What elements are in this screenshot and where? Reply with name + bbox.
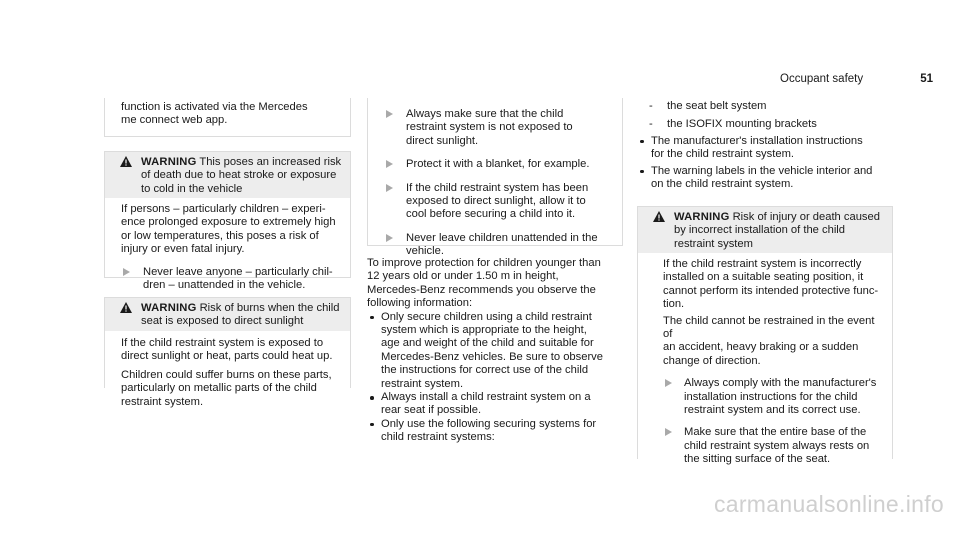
text-line: function is activated via the Mercedes (121, 101, 308, 113)
warning-title: of death due to heat stroke or exposure (141, 169, 337, 182)
text-line: direct sunlight. (406, 134, 479, 147)
text-line: or low temperatures, this poses a risk of (121, 229, 319, 242)
text-line: Always make sure that the child (406, 108, 564, 120)
instruction-item (638, 426, 892, 466)
text-line: child restraint system always rests on (684, 439, 870, 452)
warning-triangle-icon (653, 211, 665, 222)
text-line: restraint system. (121, 395, 204, 408)
text-line: installation instructions for the child (684, 390, 858, 403)
text-line: If persons – particularly children – experi- (121, 203, 326, 215)
child-protection-section (367, 257, 623, 445)
text-line: If the child restraint system has been (406, 181, 589, 194)
text-line: The manufacturer's installation instructions (651, 134, 863, 147)
text-line: for the child restraint system. (651, 148, 795, 161)
text-line: the instructions for correct use of the child (381, 364, 589, 377)
arrow-icon (386, 110, 393, 118)
list-item (637, 135, 897, 162)
text-line: Never leave children unattended in the (406, 231, 598, 244)
text-line: installed on a suitable seating position, it (663, 271, 864, 284)
text-line: the sitting surface of the seat. (684, 453, 831, 466)
instruction-item (638, 377, 892, 417)
text-line: cool before securing a child into it. (406, 208, 576, 221)
text-line: exposed to direct sunlight, allow it to (406, 195, 586, 208)
arrow-icon (665, 428, 672, 436)
text-line: restraint system and its correct use. (684, 404, 861, 417)
text-line: Always comply with the manufacturer's (684, 377, 877, 390)
warning-box-burns (104, 297, 351, 408)
arrow-icon (386, 160, 393, 168)
intro-paragraph (367, 257, 623, 311)
warning-label: WARNING (674, 211, 730, 223)
text-line: vehicle. (406, 245, 444, 258)
text-line: tion. (663, 298, 685, 311)
section-title: Occupant safety (780, 73, 864, 85)
text-line: dren – unattended in the vehicle. (143, 279, 306, 292)
bullet-icon (370, 396, 374, 400)
text-line: Never leave anyone – particularly chil- (143, 265, 333, 278)
text-line: The warning labels in the vehicle interior and (651, 164, 873, 177)
text-line: rear seat if possible. (381, 404, 482, 417)
bullet-icon (640, 140, 644, 144)
list-item (637, 165, 897, 192)
text-line: Only secure children using a child restraint (381, 310, 592, 323)
warning-instructions-box (367, 98, 623, 258)
securing-systems-list (637, 100, 897, 191)
text-line: Only use the following securing systems for (381, 417, 597, 430)
list-subitem: - the seat belt system (637, 100, 897, 113)
arrow-icon (386, 184, 393, 192)
text-line: Mercedes-Benz vehicles. Be sure to observe (381, 350, 603, 363)
list-item (367, 418, 623, 445)
warning-title: Risk of injury or death caused (732, 211, 880, 223)
text-line: Children could suffer burns on these parts, (121, 368, 332, 381)
warning-title: Risk of burns when the child (199, 302, 340, 314)
text-line: particularly on metallic parts of the child (121, 382, 317, 395)
text-line: Always install a child restraint system on a (381, 391, 591, 404)
warning-header (638, 207, 892, 253)
text-line: the seat belt system (667, 100, 767, 112)
text-line: If the child restraint system is incorrectly (663, 258, 862, 270)
text-line: restraint system is not exposed to (406, 121, 573, 134)
text-line: direct sunlight or heat, parts could heat up. (121, 350, 333, 363)
bullet-icon (370, 316, 374, 320)
text-line: me connect web app. (121, 114, 228, 127)
text-line: the ISOFIX mounting brackets (667, 118, 817, 131)
arrow-icon (665, 379, 672, 387)
text-line: following information: (367, 297, 473, 310)
warning-header (105, 298, 350, 331)
text-line: If the child restraint system is exposed to (121, 337, 324, 349)
warning-title: This poses an increased risk (199, 156, 342, 168)
warning-header (105, 152, 350, 198)
list-item (367, 311, 623, 391)
text-line: injury or even fatal injury. (121, 243, 245, 256)
text-line: To improve protection for children younger than (367, 257, 601, 269)
instruction-item (105, 266, 350, 293)
text-line: change of direction. (663, 354, 761, 367)
warning-box-installation (637, 206, 893, 466)
text-line: cannot perform its intended protective func- (663, 284, 879, 297)
warning-triangle-icon (120, 156, 132, 167)
text-line: age and weight of the child and suitable for (381, 337, 594, 350)
arrow-icon (123, 268, 130, 276)
continued-info-text (121, 101, 308, 128)
instruction-item (368, 108, 622, 148)
instruction-item (368, 232, 622, 259)
warning-title: by incorrect installation of the child (674, 224, 846, 237)
page-header (780, 73, 940, 87)
warning-title: restraint system (674, 237, 753, 250)
warning-body (105, 331, 350, 409)
warning-title: seat is exposed to direct sunlight (141, 315, 304, 328)
text-line: system which is appropriate to the height, (381, 324, 587, 337)
text-line: Make sure that the entire base of the (684, 426, 867, 439)
text-line: Protect it with a blanket, for example. (406, 158, 590, 171)
list-subitem: - the ISOFIX mounting brackets (637, 118, 897, 131)
instruction-item (368, 182, 622, 222)
watermark: carmanualsonline.info (713, 491, 944, 517)
warning-body (105, 198, 350, 257)
warning-triangle-icon (120, 302, 132, 313)
bullet-icon (370, 423, 374, 427)
page-number: 51 (920, 73, 933, 85)
continued-info-box (104, 98, 351, 137)
instruction-item (368, 158, 622, 171)
warning-title: to cold in the vehicle (141, 182, 243, 195)
text-line: Mercedes-Benz recommends you observe the (367, 283, 596, 296)
text-line: on the child restraint system. (651, 178, 794, 191)
warning-label: WARNING (141, 302, 197, 314)
text-line: restraint system. (381, 377, 464, 390)
text-line: ence prolonged exposure to extremely high (121, 216, 336, 229)
list-item (367, 391, 623, 418)
text-line: The child cannot be restrained in the event of (663, 314, 875, 341)
warning-label: WARNING (141, 156, 197, 168)
warning-body (638, 253, 892, 368)
text-line: child restraint systems: (381, 431, 495, 444)
text-line: an accident, heavy braking or a sudden (663, 341, 859, 354)
arrow-icon (386, 234, 393, 242)
text-line: 12 years old or under 1.50 m in height, (367, 270, 559, 283)
warning-box-heat (104, 151, 351, 292)
bullet-icon (640, 170, 644, 174)
